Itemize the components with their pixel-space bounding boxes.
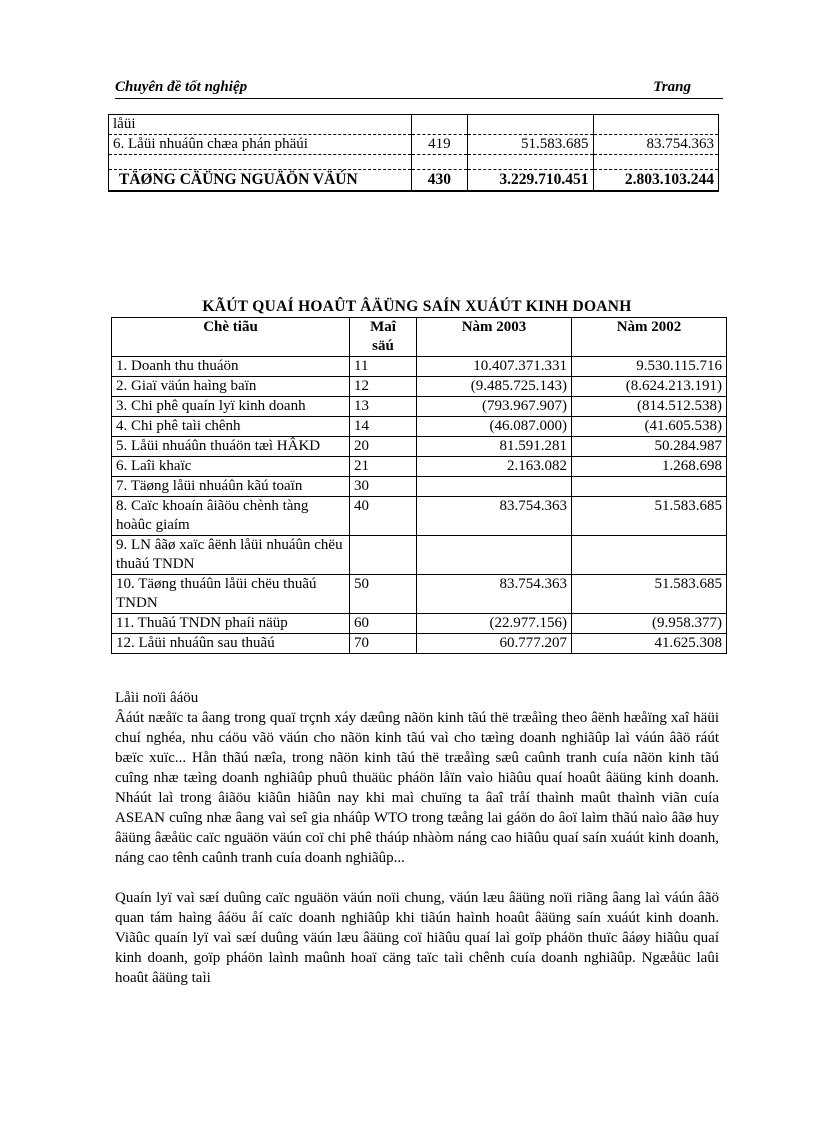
balance-sheet-continuation-table: [108, 114, 719, 192]
header-2003: Nàm 2003: [417, 318, 572, 357]
row-label: låüi: [109, 115, 412, 135]
total-value-2002: 2.803.103.244: [593, 170, 718, 192]
row-value-2003: [417, 477, 572, 497]
row-value-2003: 2.163.082: [417, 457, 572, 477]
row-code: [350, 536, 417, 575]
row-label: 1. Doanh thu thuáön: [112, 357, 350, 377]
row-code: 40: [350, 497, 417, 536]
header-code-line1: Maî: [370, 319, 396, 335]
table-row: [112, 357, 727, 377]
row-value-2003: (793.967.907): [417, 397, 572, 417]
table-row: [112, 397, 727, 417]
row-value-2002: 51.583.685: [572, 497, 727, 536]
row-code: 14: [350, 417, 417, 437]
row-value-2003: 51.583.685: [468, 135, 593, 155]
row-value-2003: (9.485.725.143): [417, 377, 572, 397]
table-row: [112, 575, 727, 614]
row-code: 70: [350, 634, 417, 654]
row-value-2002: 9.530.115.716: [572, 357, 727, 377]
row-label: 3. Chi phê quaín lyï kinh doanh: [112, 397, 350, 417]
header-code-line2: säú: [372, 338, 394, 354]
row-label: 6. Låüi nhuáûn chæa phán phäúi: [109, 135, 412, 155]
table-row: [109, 115, 719, 135]
row-label: 5. Låüi nhuáûn thuáön tæì HÂKD: [112, 437, 350, 457]
section-heading: Låìi noïi âáöu: [115, 690, 199, 706]
total-code: 430: [411, 170, 468, 192]
row-code: 13: [350, 397, 417, 417]
row-value-2002: (9.958.377): [572, 614, 727, 634]
table-row: [109, 135, 719, 155]
total-value-2003: 3.229.710.451: [468, 170, 593, 192]
row-label: 10. Täøng thuáûn låüi chëu thuãú TNDN: [112, 575, 350, 614]
row-value-2003: 83.754.363: [417, 575, 572, 614]
row-value-2003: 10.407.371.331: [417, 357, 572, 377]
row-value-2002: 51.583.685: [572, 575, 727, 614]
total-row: [109, 170, 719, 192]
table-header-row: [112, 318, 727, 357]
row-value-2002: [593, 115, 718, 135]
row-value-2002: (814.512.538): [572, 397, 727, 417]
income-statement-table: [111, 317, 727, 654]
row-code: 21: [350, 457, 417, 477]
header-indicator: Chè tiãu: [112, 318, 350, 357]
row-value-2002: 83.754.363: [593, 135, 718, 155]
table-row: [112, 634, 727, 654]
row-label: 12. Låüi nhuáûn sau thuãú: [112, 634, 350, 654]
table-row: [112, 497, 727, 536]
header-code: [350, 318, 417, 357]
row-label: 4. Chi phê taìi chênh: [112, 417, 350, 437]
row-value-2002: 41.625.308: [572, 634, 727, 654]
row-value-2002: [572, 477, 727, 497]
row-label: 11. Thuãú TNDN phaíi näüp: [112, 614, 350, 634]
income-statement-title: KÃÚT QUAÍ HOAÛT ÂÄÜNG SAÍN XUÁÚT KINH DOANH: [202, 298, 632, 315]
row-code: 11: [350, 357, 417, 377]
table-row: [112, 536, 727, 575]
row-code: 12: [350, 377, 417, 397]
row-label: 2. Giaï väún haìng baïn: [112, 377, 350, 397]
row-code: 60: [350, 614, 417, 634]
row-value-2003: [468, 115, 593, 135]
body-paragraph-1: Âáút næåïc ta âang trong quaï trçnh xáy dæûng nãön kinh tãú thë træåìng theo âënh hæåïng xaî häüi chuí nghéa, nhu cáöu vãö väún cho nãön kinh tãú vaì cho tæìng doanh nghiãûp laì váún âãö ráút bæïc xuïc... Hån thãú næîa, trong nãön kinh tãú thë træåìng sæû caûnh tranh cuía nãön kinh tãú cuîng nhæ tæìng doanh nghiãûp phuû thuäüc pháön låïn vaìo hiãûu quaí hoaût âäüng kinh doanh. Nháút laì trong âiãöu kiãûn hiãûn nay khi maì chuïng ta âaî tråí thaình maût thaình viãn cuía ASEAN cuîng nhæ âang vaì seî gia nháûp WTO trong tæång lai gáön do âoï laìm thãú naìo âãø huy âäüng âæåüc caïc nguäön väún coï chi phê tháúp nhàòm náng cao hiãûu quaí saín xuáút kinh doanh, náng cao tênh caûnh tranh cuía doanh nghiãûp...: [115, 710, 719, 866]
row-label: 8. Caïc khoaín âiãöu chènh tàng hoàûc giaím: [112, 497, 350, 536]
row-code: 50: [350, 575, 417, 614]
row-value-2003: [417, 536, 572, 575]
row-code: [411, 115, 468, 135]
row-label: 7. Täøng låüi nhuáûn kãú toaïn: [112, 477, 350, 497]
header-2002: Nàm 2002: [572, 318, 727, 357]
table-row: [112, 377, 727, 397]
row-value-2003: (46.087.000): [417, 417, 572, 437]
row-value-2002: 1.268.698: [572, 457, 727, 477]
spacer-row: [109, 155, 719, 170]
row-value-2003: (22.977.156): [417, 614, 572, 634]
table-row: [112, 477, 727, 497]
header-page-label: Trang: [653, 79, 691, 95]
row-code: 30: [350, 477, 417, 497]
row-value-2002: [572, 536, 727, 575]
row-value-2002: (41.605.538): [572, 417, 727, 437]
row-label: 9. LN âãø xaïc âënh låüi nhuáûn chëu thuãú TNDN: [112, 536, 350, 575]
table-row: [112, 457, 727, 477]
total-label: TÄØNG CÄÜNG NGUÄÖN VÄÚN: [109, 170, 412, 192]
body-paragraph-2: Quaín lyï vaì sæí duûng caïc nguäön väún noïi chung, väún læu âäüng noïi riãng âang laì váún âãö quan tám haìng âáöu åí caïc doanh nghiãûp khi tiãún haình hoaût âäüng saín xuáút kinh doanh. Viãûc quaín lyï vaì sæí duûng väún læu âäüng coï hiãûu quaí laì goïp pháön thuïc âáøy hiãûu quaí kinh doanh, goïp pháön laình maûnh hoaï cäng taïc taìi chênh cuía doanh nghiãûp. Ngæåüc laûi hoaût âäüng taìi: [115, 890, 719, 986]
row-label: 6. Laîi khaïc: [112, 457, 350, 477]
header-title: Chuyên đề tốt nghiệp: [115, 79, 248, 95]
row-value-2002: 50.284.987: [572, 437, 727, 457]
table-row: [112, 417, 727, 437]
row-value-2003: 81.591.281: [417, 437, 572, 457]
row-value-2003: 60.777.207: [417, 634, 572, 654]
page-header: [115, 78, 723, 99]
row-value-2003: 83.754.363: [417, 497, 572, 536]
table-row: [112, 614, 727, 634]
row-value-2002: (8.624.213.191): [572, 377, 727, 397]
row-code: 419: [411, 135, 468, 155]
table-row: [112, 437, 727, 457]
row-code: 20: [350, 437, 417, 457]
